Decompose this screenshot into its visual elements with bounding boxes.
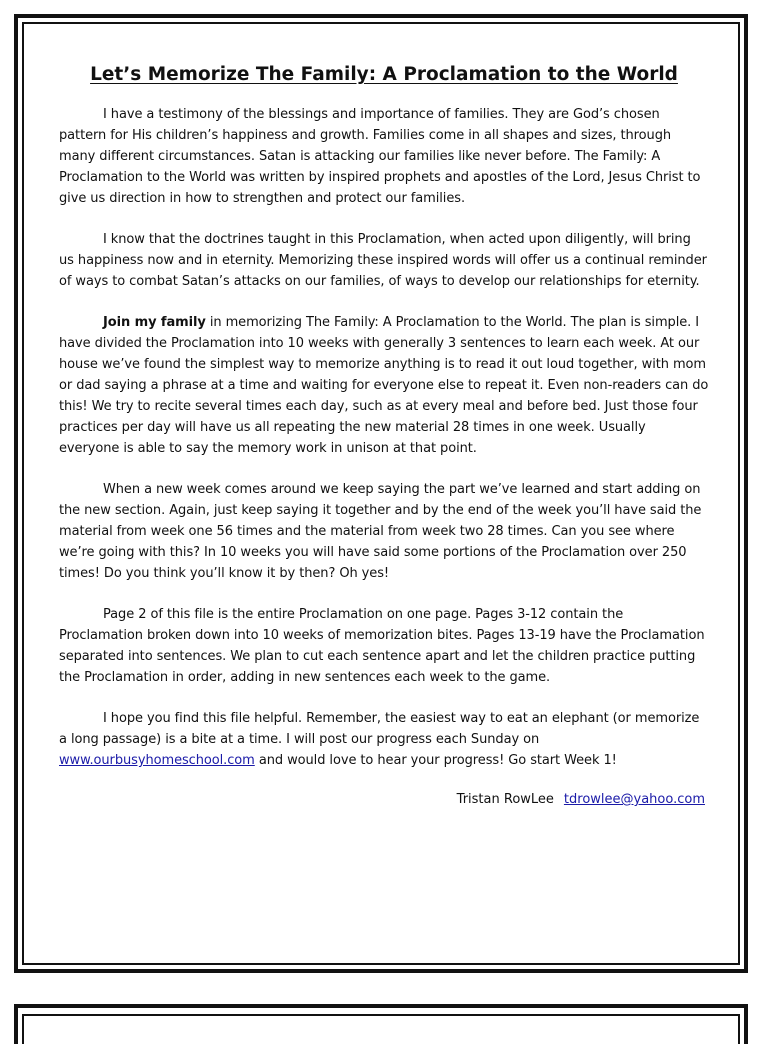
- paragraph-closing-start: I hope you find this file helpful. Remember, the easiest way to eat an elephant (or memorize a long passage) is a bite at a time. I will post our progress each Sunday on: [59, 711, 700, 747]
- join-my-family-emphasis: Join my family: [103, 315, 206, 330]
- paragraph-testimony: I have a testimony of the blessings and importance of families. They are God’s chosen pattern for His children’s happiness and growth. Families come in all shapes and sizes, through many different circumstances. Satan is attacking our families like never before. The Family: A Proclamation to the World was written by inspired prophets and apostles of the Lord, Jesus Christ to give us direction in how to strengthen and protect our families.: [59, 107, 701, 206]
- paragraph-plan: [59, 312, 709, 459]
- next-page-border-inner: [22, 1014, 740, 1044]
- paragraph-plan-text: in memorizing The Family: A Proclamation to the World. The plan is simple. I have divided the Proclamation into 10 weeks with generally 3 sentences to learn each week. At our house we’ve found the simplest way to memorize anything is to read it out loud together, with mom or dad saying a phrase at a time and waiting for everyone else to repeat it. Even non-readers can do this! We try to recite several times each day, such as at every meal and before bed. Just those four practices per day will have us all repeating the new material 28 times in one week. Usually everyone is able to say the memory work in unison at that point.: [59, 315, 709, 456]
- signature: [59, 789, 709, 810]
- paragraph-new-week: When a new week comes around we keep saying the part we’ve learned and start adding on the new section. Again, just keep saying it together and by the end of the week you’ll have said the material from week one 56 times and the material from week two 28 times. Can you see where we’re going with this? In 10 weeks you will have said some portions of the Proclamation over 250 times! Do you think you’ll know it by then? Oh yes!: [59, 482, 702, 581]
- paragraph-file-contents: Page 2 of this file is the entire Proclamation on one page. Pages 3-12 contain the Proclamation broken down into 10 weeks of memorization bites. Pages 13-19 have the Proclamation separated into sentences. We plan to cut each sentence apart and let the children practice putting the Proclamation in order, adding in new sentences each week to the game.: [59, 607, 705, 685]
- website-link[interactable]: www.ourbusyhomeschool.com: [59, 753, 255, 768]
- paragraph-closing-end: and would love to hear your progress! Go start Week 1!: [254, 753, 617, 768]
- author-email-link[interactable]: tdrowlee@yahoo.com: [563, 792, 705, 807]
- paragraph-closing: [59, 708, 709, 771]
- document-body: [59, 62, 709, 810]
- paragraph-doctrines: I know that the doctrines taught in this Proclamation, when acted upon diligently, will bring us happiness now and in eternity. Memorizing these inspired words will offer us a continual reminder of ways to combat Satan’s attacks on our families, of ways to develop our relationships for eternity.: [59, 232, 707, 289]
- author-name: Tristan RowLee: [456, 792, 554, 807]
- document-title: Let’s Memorize The Family: A Proclamation to the World: [90, 64, 678, 85]
